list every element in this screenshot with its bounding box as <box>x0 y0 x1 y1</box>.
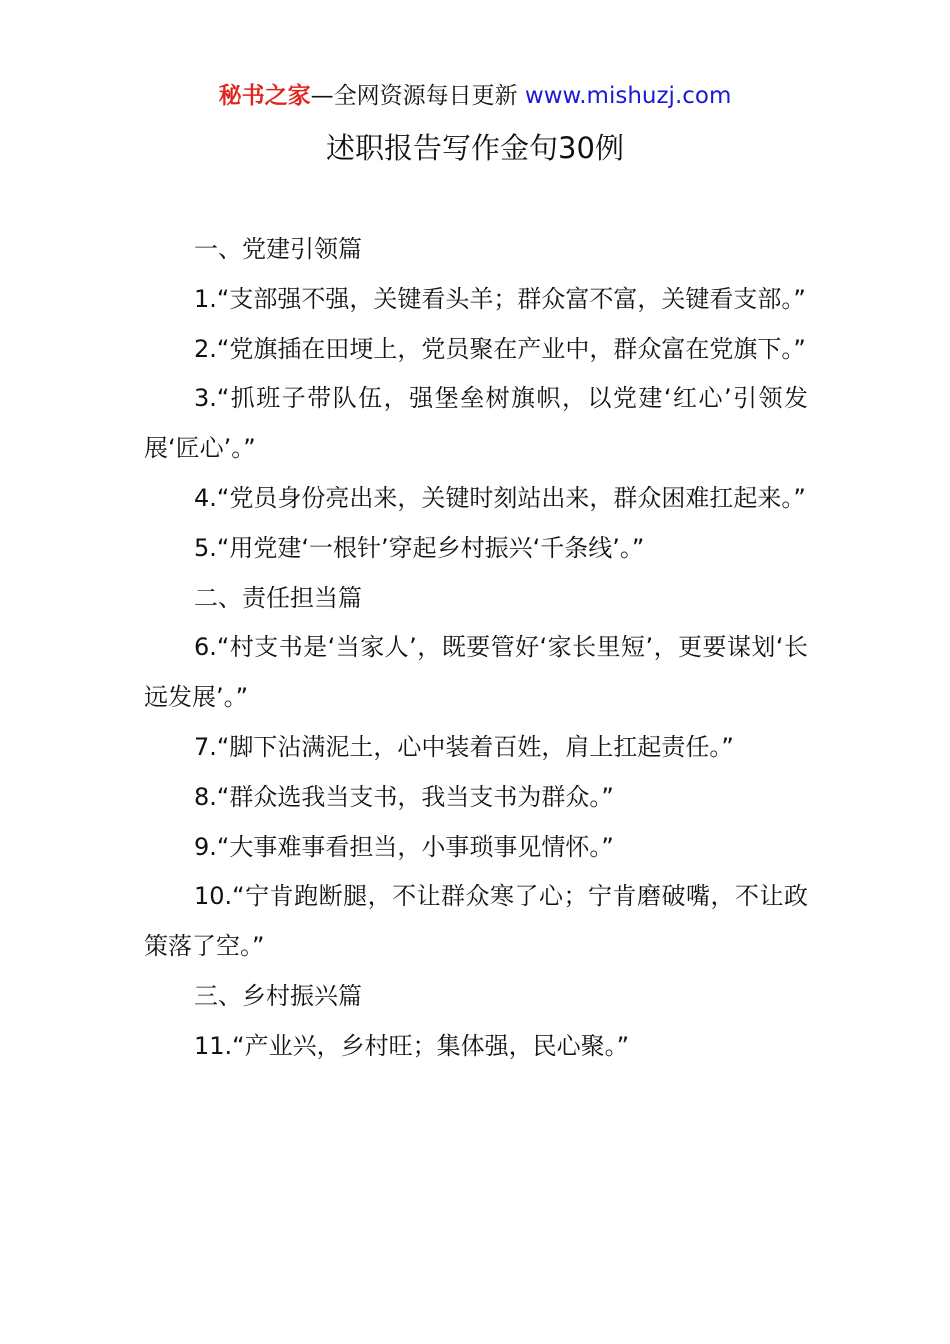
quote-item: 9.“大事难事看担当，小事琐事见情怀。” <box>194 832 614 861</box>
quote-item: 11.“产业兴，乡村旺；集体强，民心聚。” <box>194 1031 630 1060</box>
section-heading: 一、党建引领篇 <box>194 235 362 263</box>
section-heading: 三、乡村振兴篇 <box>194 981 362 1010</box>
quote-item: 8.“群众选我当支书，我当支书为群众。” <box>194 782 614 811</box>
quote-item: 10.“宁肯跑断腿，不让群众寒了心；宁肯磨破嘴，不让政策落了空。” <box>144 882 808 961</box>
site-url-link[interactable]: www.mishuzj.com <box>524 83 732 109</box>
document-title: 述职报告写作金句30例 <box>326 131 624 165</box>
quote-item: 5.“用党建‘一根针’穿起乡村振兴‘千条线’。” <box>194 533 645 562</box>
quote-item: 7.“脚下沾满泥土，心中装着百姓，肩上扛起责任。” <box>194 732 734 761</box>
quote-item: 6.“村支书是‘当家人’，既要管好‘家长里短’，更要谋划‘长远发展’。” <box>144 633 808 712</box>
quote-item: 4.“党员身份亮出来，关键时刻站出来，群众困难扛起来。” <box>194 483 806 512</box>
header-tagline: —全网资源每日更新 <box>310 83 518 109</box>
quote-item: 2.“党旗插在田埂上，党员聚在产业中，群众富在党旗下。” <box>194 334 806 363</box>
quote-item: 1.“支部强不强，关键看头羊；群众富不富，关键看支部。” <box>194 284 806 313</box>
brand-name: 秘书之家 <box>218 83 311 109</box>
site-header <box>0 80 950 112</box>
section-heading: 二、责任担当篇 <box>194 583 362 612</box>
document-body <box>144 225 808 1072</box>
quote-item: 3.“抓班子带队伍，强堡垒树旗帜，以党建‘红心’引领发展‘匠心’。” <box>144 384 808 463</box>
